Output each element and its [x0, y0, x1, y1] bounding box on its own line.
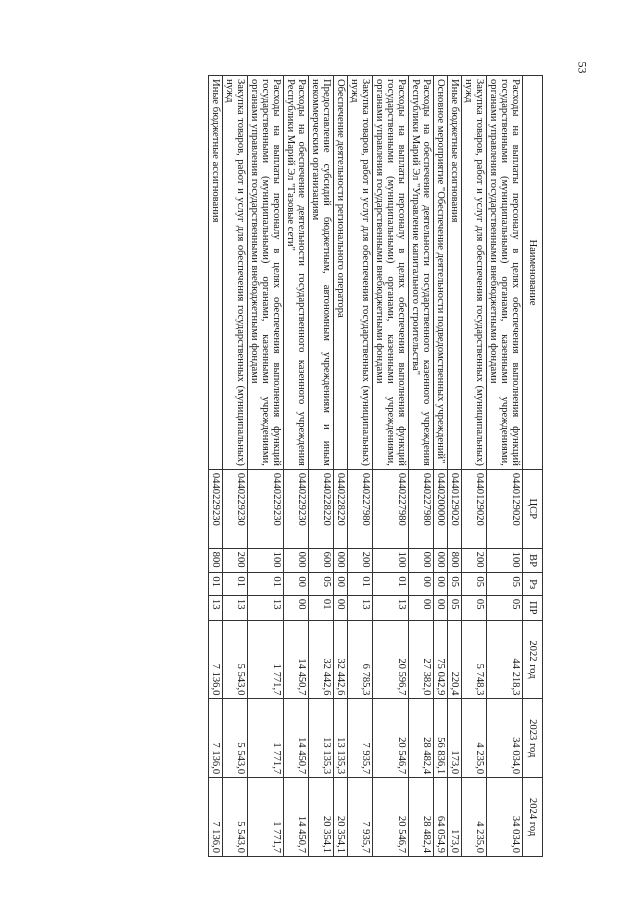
row-value-2023	[209, 699, 223, 778]
row-rz	[348, 573, 373, 596]
row-value-2024	[309, 778, 334, 857]
row-value-2024	[284, 778, 309, 857]
row-value-2023	[373, 699, 409, 778]
row-rz	[462, 573, 487, 596]
row-pr-line: 13	[210, 598, 221, 610]
row-csr-line: 0440200000	[435, 472, 446, 526]
row-value-2022	[284, 620, 309, 699]
row-rz	[309, 573, 334, 596]
row-vr	[309, 548, 334, 573]
row-rz-line: 01	[271, 576, 282, 587]
row-value-2023-line: 1 771,7	[271, 742, 282, 775]
row-value-2022-line: 220,4	[449, 671, 460, 696]
row-value-2023-line: 7 136,0	[210, 742, 221, 775]
row-value-2023-line: 13 135,3	[321, 737, 332, 775]
row-rz-line: 05	[510, 576, 521, 587]
row-vr-line: 200	[235, 551, 246, 568]
row-vr	[348, 548, 373, 573]
row-rz	[434, 573, 448, 596]
row-pr	[462, 595, 487, 620]
row-rz	[209, 573, 223, 596]
header-csr: ЦСР	[523, 469, 543, 548]
row-name: Закупка товаров, работ и услуг для обеспечения государственных (муниципальных) нужд	[223, 76, 248, 470]
rotated-page-content	[101, 75, 543, 857]
row-value-2022	[223, 620, 248, 699]
row-value-2024	[248, 778, 284, 857]
row-rz	[373, 573, 409, 596]
row-csr-line: 0440227980	[360, 472, 371, 526]
row-csr	[209, 469, 223, 548]
row-value-2024	[487, 778, 523, 857]
row-name: Предоставление субсидий бюджетным, автономным учреждениям и иным некоммерческим организациям	[309, 76, 334, 470]
table-row	[434, 76, 448, 857]
row-vr	[448, 548, 462, 573]
row-value-2024	[334, 778, 348, 857]
row-vr-line: 000	[335, 551, 346, 568]
row-pr	[434, 595, 448, 620]
row-name: Расходы на обеспечение деятельности государственного казенного учреждения Республики Марий Эл "Управление капитального строительства"	[409, 76, 434, 470]
row-value-2024	[409, 778, 434, 857]
row-pr	[309, 595, 334, 620]
row-vr-line: 100	[510, 551, 521, 568]
row-value-2023	[284, 699, 309, 778]
row-value-2022-line: 27 382,0	[421, 658, 432, 696]
row-value-2023-line: 4 235,0	[474, 742, 485, 775]
row-name: Расходы на обеспечение деятельности государственного казенного учреждения Республики Марий Эл "Газовые сети"	[284, 76, 309, 470]
row-name: Закупка товаров, работ и услуг для обеспечения государственных (муниципальных) нужд	[462, 76, 487, 470]
row-value-2024-line: 20 354,1	[321, 815, 332, 853]
row-csr	[448, 469, 462, 548]
row-value-2024-line: 7 136,0	[210, 821, 221, 853]
row-value-2023	[309, 699, 334, 778]
row-name: Расходы на выплаты персоналу в целях обеспечения выполнения функций государственными (муниципальными) органами, казенными учреждениями, органами управления государственными внебюджетными фондами	[487, 76, 523, 470]
row-name: Основное мероприятие "Обеспечение деятельности подведомственных учреждений"	[434, 76, 448, 470]
table-header-row	[523, 76, 543, 857]
row-csr-line: 0440229230	[235, 472, 246, 526]
row-vr	[209, 548, 223, 573]
row-value-2023	[348, 699, 373, 778]
row-csr-line: 0440129020	[449, 472, 460, 526]
row-value-2022	[487, 620, 523, 699]
row-csr	[223, 469, 248, 548]
row-value-2023	[434, 699, 448, 778]
row-value-2023-line: 56 836,1	[435, 737, 446, 775]
row-vr-line: 800	[210, 551, 221, 568]
row-value-2023	[334, 699, 348, 778]
row-value-2022	[209, 620, 223, 699]
row-rz-line: 05	[321, 576, 332, 587]
row-value-2022-line: 20 596,7	[396, 658, 407, 696]
row-value-2024-line: 20 354,1	[335, 815, 346, 853]
row-value-2022-line: 7 136,0	[210, 663, 221, 696]
row-csr	[409, 469, 434, 548]
row-pr-line: 13	[360, 598, 371, 610]
budget-table	[208, 75, 543, 857]
row-vr-line: 600	[321, 551, 332, 568]
row-rz	[487, 573, 523, 596]
row-value-2022	[434, 620, 448, 699]
row-value-2023	[448, 699, 462, 778]
header-rz: Рз	[523, 573, 543, 596]
row-vr	[487, 548, 523, 573]
row-rz-line: 00	[335, 576, 346, 587]
row-value-2024	[209, 778, 223, 857]
row-value-2022	[334, 620, 348, 699]
row-vr-line: 000	[435, 551, 446, 568]
table-row	[334, 76, 348, 857]
row-csr-line: 0440129020	[510, 472, 521, 526]
header-2023: 2023 год	[523, 699, 543, 778]
row-value-2022-line: 1 771,7	[271, 663, 282, 696]
table-row	[487, 76, 523, 857]
row-pr-line: 13	[235, 598, 246, 610]
row-pr	[334, 595, 348, 620]
row-vr-line: 200	[360, 551, 371, 568]
table-row	[462, 76, 487, 857]
row-value-2023-line: 5 543,0	[235, 742, 246, 775]
table-row	[409, 76, 434, 857]
row-csr	[348, 469, 373, 548]
row-value-2022	[309, 620, 334, 699]
row-vr-line: 000	[296, 551, 307, 568]
row-vr-line: 800	[449, 551, 460, 568]
row-vr-line: 100	[396, 551, 407, 568]
row-value-2023-line: 34 034,0	[510, 737, 521, 775]
row-value-2022	[409, 620, 434, 699]
row-value-2024-line: 1 771,7	[271, 821, 282, 853]
row-name: Расходы на выплаты персоналу в целях обеспечения выполнения функций государственными (муниципальными) органами, казенными учреждениями, органами управления государственными внебюджетными фондами	[248, 76, 284, 470]
table-row	[348, 76, 373, 857]
row-value-2024-line: 7 935,7	[360, 821, 371, 853]
row-csr	[334, 469, 348, 548]
row-pr	[487, 595, 523, 620]
row-value-2022	[448, 620, 462, 699]
table-body	[209, 76, 523, 857]
row-rz	[248, 573, 284, 596]
row-csr-line: 0440129020	[474, 472, 485, 526]
row-pr	[284, 595, 309, 620]
row-value-2023	[248, 699, 284, 778]
row-rz	[284, 573, 309, 596]
row-pr-line: 00	[435, 598, 446, 610]
row-value-2024-line: 34 034,0	[510, 815, 521, 853]
row-csr	[284, 469, 309, 548]
row-vr	[409, 548, 434, 573]
row-vr	[334, 548, 348, 573]
row-rz-line: 00	[421, 576, 432, 587]
row-pr-line: 01	[321, 598, 332, 610]
row-name: Обеспечение деятельности регионального оператора	[334, 76, 348, 470]
row-rz	[223, 573, 248, 596]
row-csr	[248, 469, 284, 548]
row-value-2022	[348, 620, 373, 699]
table-row	[209, 76, 223, 857]
row-value-2024-line: 14 450,7	[296, 815, 307, 853]
row-rz-line: 01	[360, 576, 371, 587]
row-csr	[434, 469, 448, 548]
row-pr	[223, 595, 248, 620]
row-pr-line: 13	[271, 598, 282, 610]
row-pr	[409, 595, 434, 620]
row-value-2022-line: 6 785,3	[360, 663, 371, 696]
row-vr-line: 200	[474, 551, 485, 568]
table-row	[284, 76, 309, 857]
table-row	[448, 76, 462, 857]
row-csr	[487, 469, 523, 548]
row-rz	[448, 573, 462, 596]
row-rz	[334, 573, 348, 596]
table-row	[373, 76, 409, 857]
row-value-2022-line: 5 543,0	[235, 663, 246, 696]
row-value-2023	[409, 699, 434, 778]
row-csr	[309, 469, 334, 548]
table-row	[223, 76, 248, 857]
row-pr-line: 00	[296, 598, 307, 610]
row-csr	[462, 469, 487, 548]
row-csr	[373, 469, 409, 548]
row-value-2024-line: 28 482,4	[421, 815, 432, 853]
row-vr	[284, 548, 309, 573]
row-pr	[448, 595, 462, 620]
row-pr-line: 05	[510, 598, 521, 610]
row-value-2022	[373, 620, 409, 699]
row-value-2023-line: 173,0	[449, 750, 460, 775]
row-value-2024	[223, 778, 248, 857]
row-value-2024-line: 4 235,0	[474, 821, 485, 853]
row-value-2022-line: 32 442,6	[321, 658, 332, 696]
header-2024: 2024 год	[523, 778, 543, 857]
row-pr-line: 00	[335, 598, 346, 610]
row-csr-line: 0440229230	[210, 472, 221, 526]
row-csr-line: 0440228220	[335, 472, 346, 526]
row-rz-line: 01	[235, 576, 246, 587]
row-rz-line: 01	[396, 576, 407, 587]
row-value-2022	[248, 620, 284, 699]
row-value-2022-line: 75 042,9	[435, 658, 446, 696]
row-vr	[223, 548, 248, 573]
row-vr-line: 000	[421, 551, 432, 568]
row-value-2023-line: 14 450,7	[296, 737, 307, 775]
row-pr	[248, 595, 284, 620]
table-row	[248, 76, 284, 857]
row-rz-line: 05	[474, 576, 485, 587]
row-value-2023-line: 7 935,7	[360, 742, 371, 775]
row-pr-line: 05	[449, 598, 460, 610]
row-value-2022	[462, 620, 487, 699]
row-value-2023-line: 20 546,7	[396, 737, 407, 775]
row-name: Расходы на выплаты персоналу в целях обеспечения выполнения функций государственными (муниципальными) органами, казенными учреждениями, органами управления государственными внебюджетными фондами	[373, 76, 409, 470]
row-value-2024-line: 5 543,0	[235, 821, 246, 853]
row-value-2023	[462, 699, 487, 778]
row-vr	[248, 548, 284, 573]
row-value-2024-line: 173,0	[449, 829, 460, 853]
row-csr-line: 0440229230	[296, 472, 307, 526]
row-rz	[409, 573, 434, 596]
row-value-2022-line: 14 450,7	[296, 658, 307, 696]
row-csr-line: 0440228220	[321, 472, 332, 526]
header-name: Наименование	[523, 76, 543, 470]
row-name: Иные бюджетные ассигнования	[448, 76, 462, 470]
row-vr	[373, 548, 409, 573]
header-pr: ПР	[523, 595, 543, 620]
page-number: 53	[575, 61, 590, 74]
header-vr: ВР	[523, 548, 543, 573]
row-value-2022-line: 44 218,3	[510, 658, 521, 696]
row-value-2024-line: 64 054,9	[435, 815, 446, 853]
row-pr	[373, 595, 409, 620]
row-value-2023-line: 28 482,4	[421, 737, 432, 775]
row-pr	[348, 595, 373, 620]
row-name: Закупка товаров, работ и услуг для обеспечения государственных (муниципальных) нужд	[348, 76, 373, 470]
row-value-2024-line: 20 546,7	[396, 815, 407, 853]
row-pr-line: 05	[474, 598, 485, 610]
row-value-2024	[448, 778, 462, 857]
row-pr-line: 13	[396, 598, 407, 610]
row-name: Иные бюджетные ассигнования	[209, 76, 223, 470]
row-value-2023-line: 13 135,3	[335, 737, 346, 775]
row-pr-line: 00	[421, 598, 432, 610]
table-row	[309, 76, 334, 857]
row-pr	[209, 595, 223, 620]
row-rz-line: 00	[296, 576, 307, 587]
row-rz-line: 00	[435, 576, 446, 587]
row-vr-line: 100	[271, 551, 282, 568]
header-2022: 2022 год	[523, 620, 543, 699]
row-value-2024	[348, 778, 373, 857]
row-rz-line: 01	[210, 576, 221, 587]
row-csr-line: 0440227980	[396, 472, 407, 526]
row-value-2024	[434, 778, 448, 857]
row-value-2022-line: 32 442,6	[335, 658, 346, 696]
row-value-2022-line: 5 748,3	[474, 663, 485, 696]
row-value-2024	[462, 778, 487, 857]
row-csr-line: 0440227980	[421, 472, 432, 526]
row-vr	[462, 548, 487, 573]
row-rz-line: 05	[449, 576, 460, 587]
row-value-2024	[373, 778, 409, 857]
row-value-2023	[487, 699, 523, 778]
row-value-2023	[223, 699, 248, 778]
row-vr	[434, 548, 448, 573]
row-csr-line: 0440229230	[271, 472, 282, 526]
